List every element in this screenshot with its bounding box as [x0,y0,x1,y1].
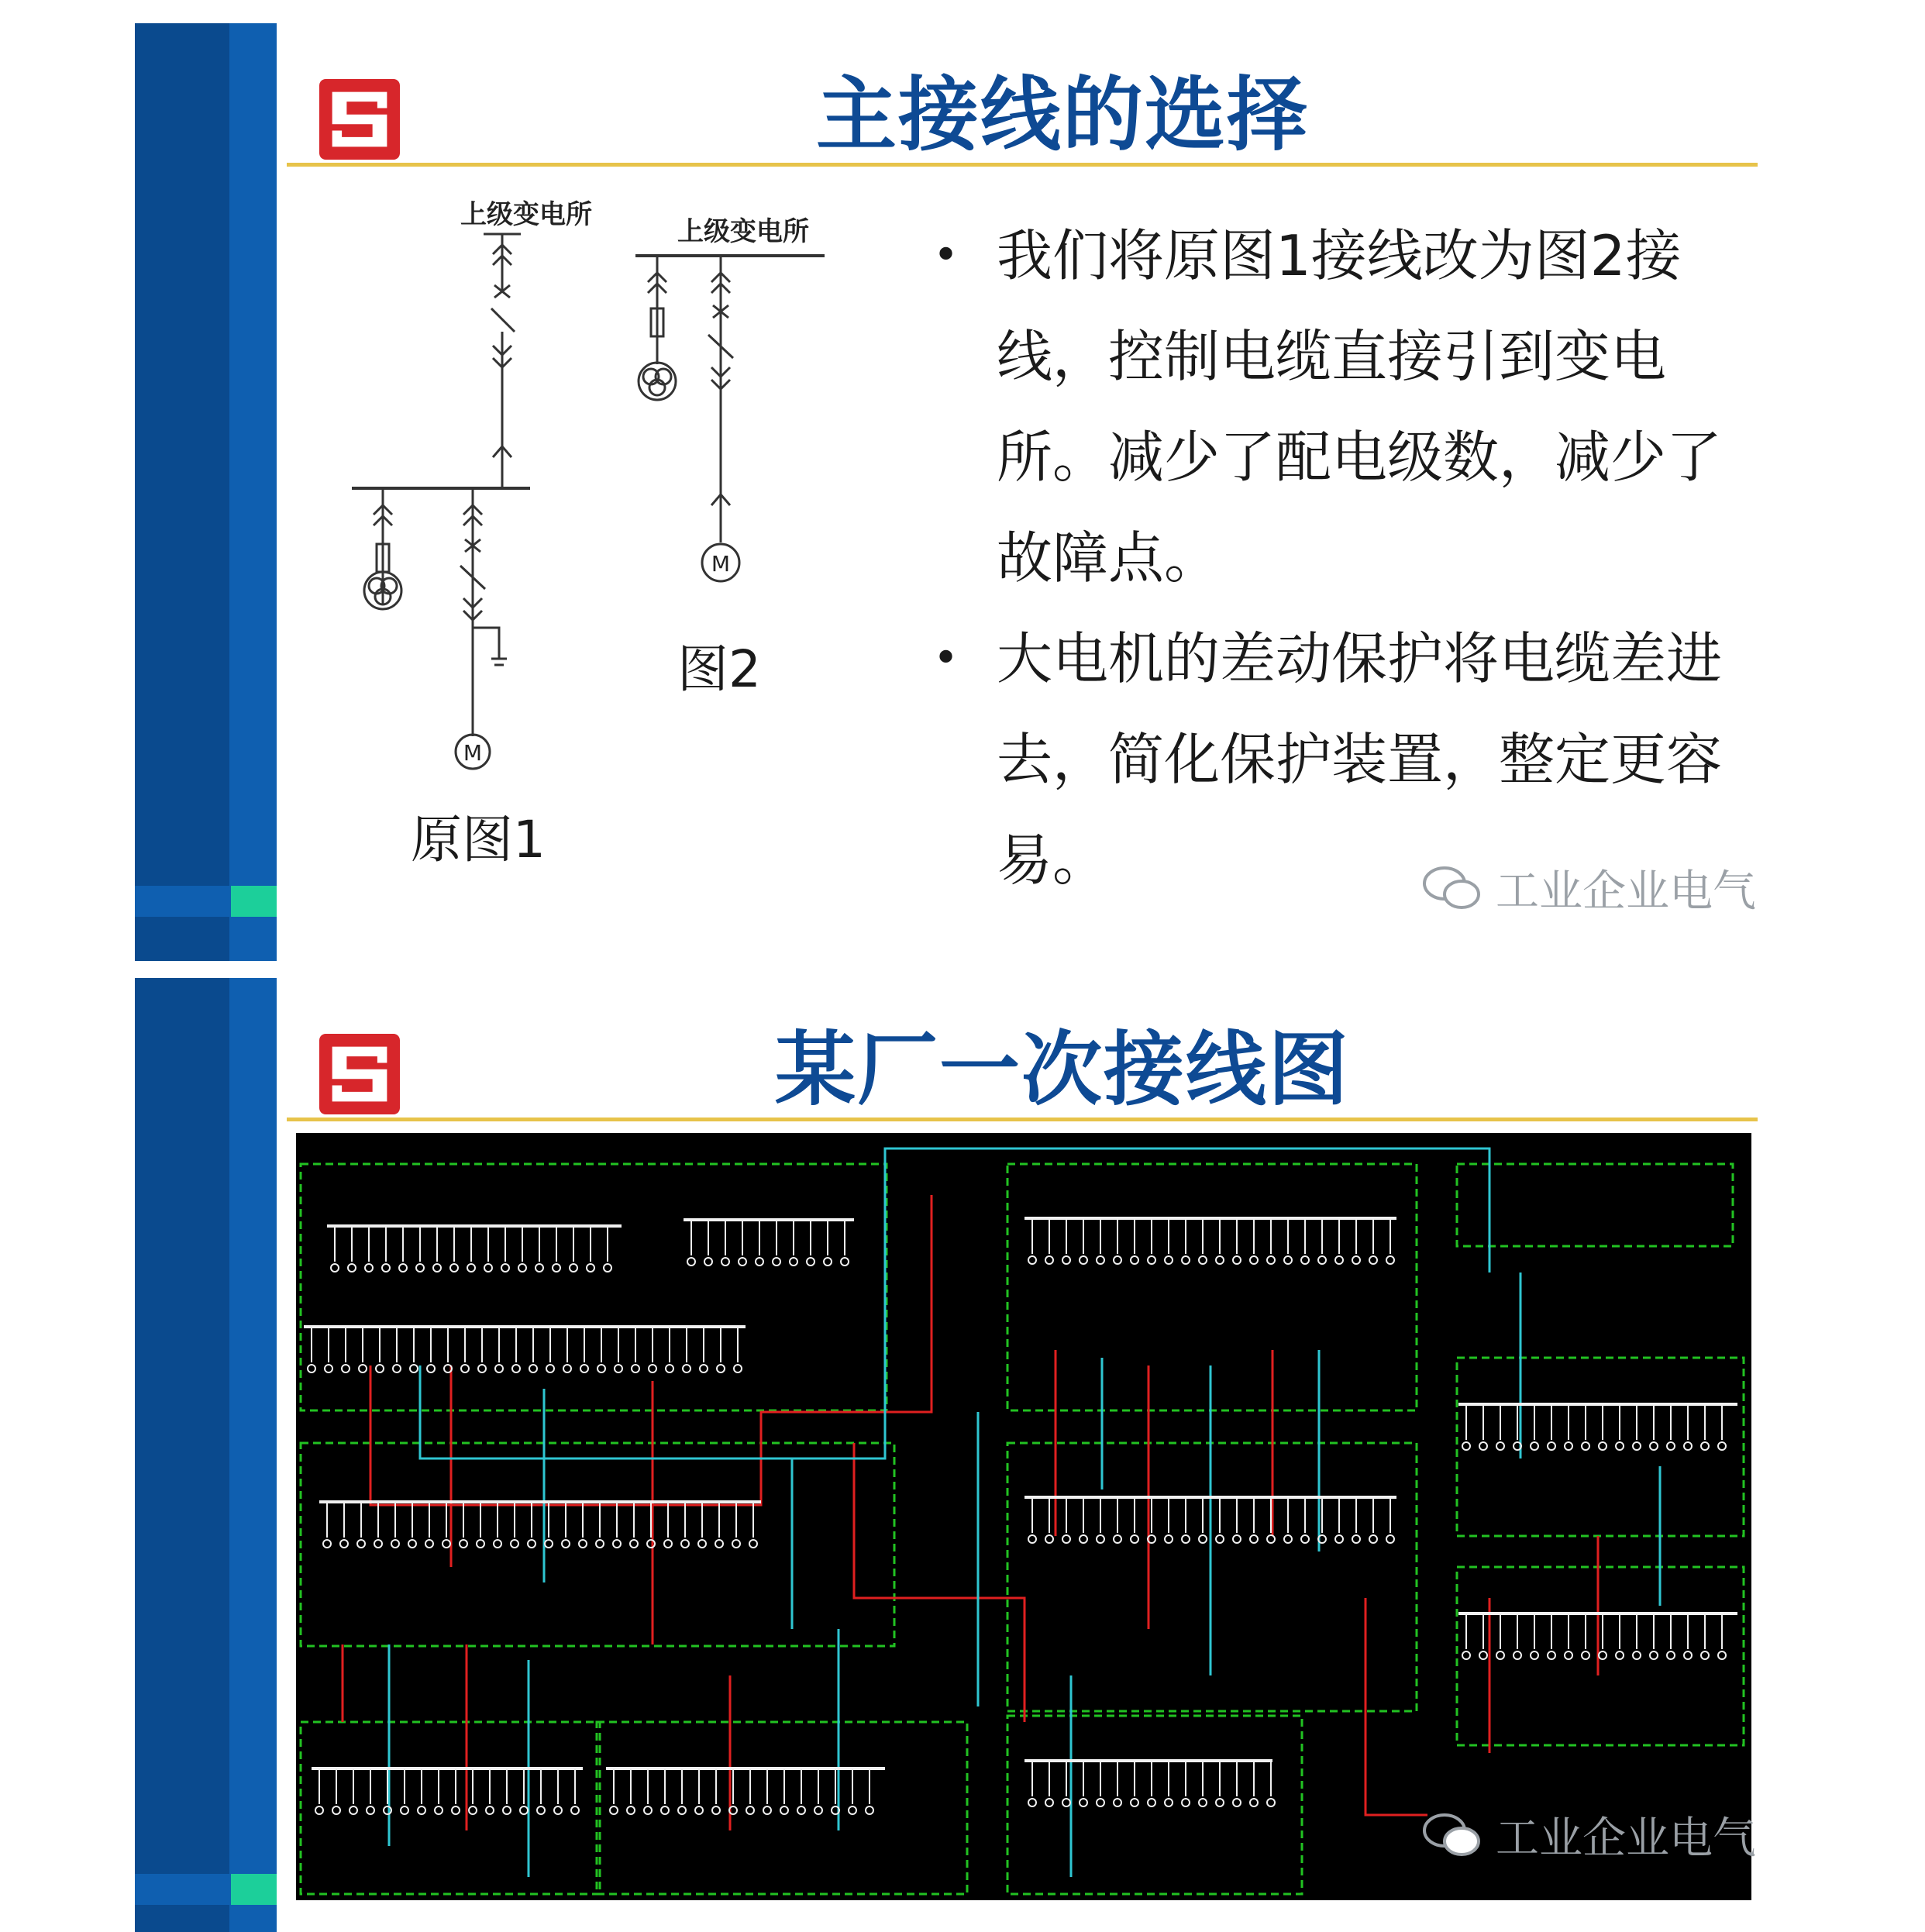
slide-title: 某厂一次接线图 [774,1022,1350,1117]
company-logo-icon [319,1034,400,1114]
watermark-text: 工业企业电气 [1496,866,1756,917]
plant-single-line-schematic [296,1133,1751,1900]
fig2-caption: 图2 [677,639,761,699]
fig2-supply-label: 上级变电所 [677,216,809,247]
figure2-single-line-diagram [631,201,910,604]
fig1-caption: 原图1 [411,810,546,870]
sidebar-decoration [135,978,277,1932]
accent-mark [231,1874,277,1905]
fig2-motor-label: M [711,551,731,577]
wechat-icon [1421,1810,1483,1860]
slide-title: 主接线的选择 [815,67,1309,162]
bullet-item: • 我们将原图1接线改为图2接线，控制电缆直接引到变电所。减少了配电级数，减少了故障点。 [925,205,1739,608]
bullet-item: • 大电机的差动保护将电缆差进去，简化保护装置，整定更容易。 [925,608,1739,911]
wechat-icon [1421,863,1483,913]
slide-main-wiring [135,23,1758,961]
company-logo-icon [319,79,400,160]
title-rule [287,1118,1758,1121]
watermark [1421,857,1756,919]
sidebar-decoration [135,23,277,961]
fig1-supply-label: 上级变电所 [460,199,592,230]
bullet-list [925,205,1739,911]
title-rule [287,163,1758,167]
watermark-text: 工业企业电气 [1496,1813,1756,1864]
slide-plant-diagram [135,978,1758,1932]
watermark [1421,1804,1756,1866]
fig1-motor-label: M [463,740,483,766]
accent-mark [231,886,277,917]
